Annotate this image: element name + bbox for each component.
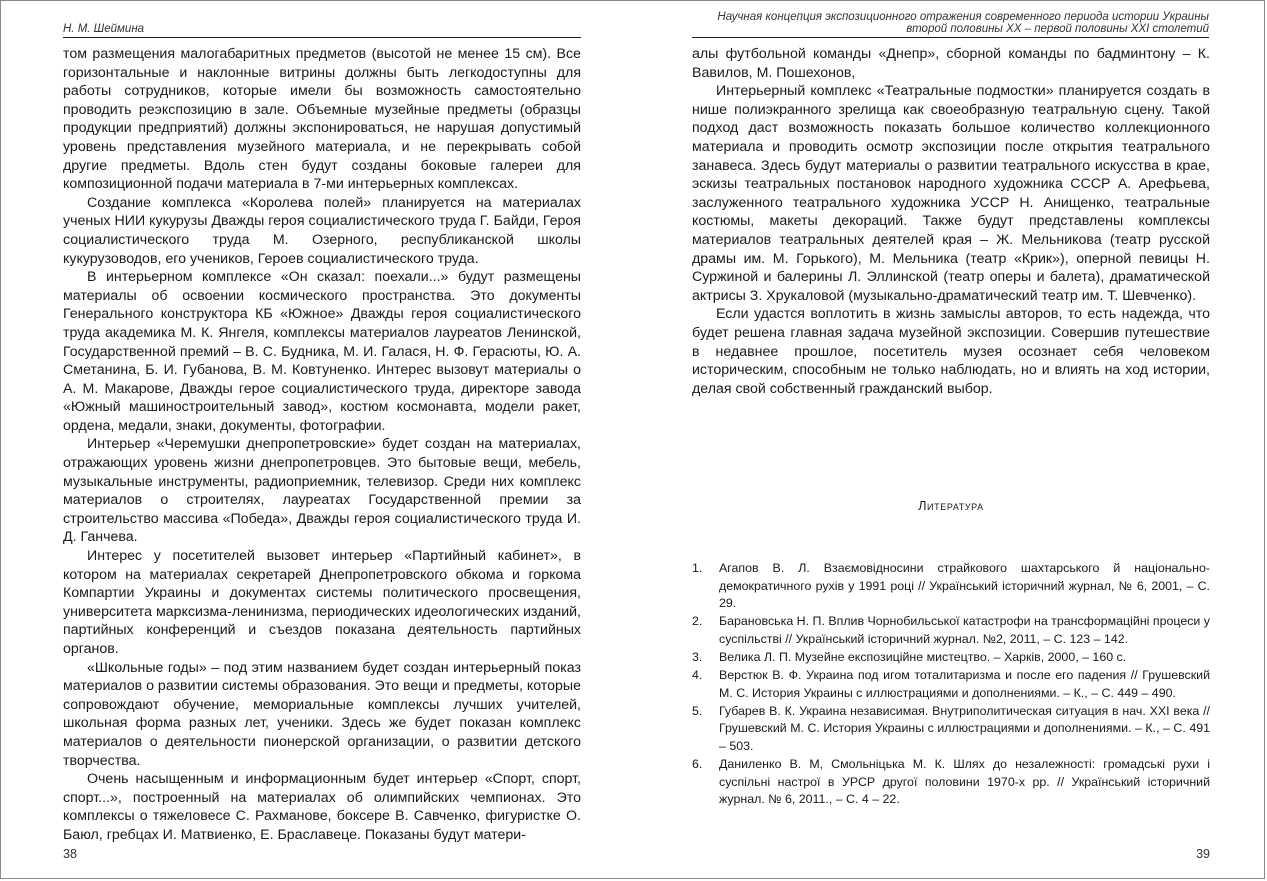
reference-item: [692, 613, 1210, 648]
paragraph: «Школьные годы» – под этим названием будет создан интерьерный показ материалов о развитии системы образования. Это вещи и предметы, которые сопровождают обучение, мемориальные комплексы лучших учителей, школьная форма разных лет, ученики. Здесь же будет показан комплекс материалов о деятельности пионерской организации, о развитии детского творчества.: [63, 659, 581, 769]
paragraph: Если удастся воплотить в жизнь замыслы авторов, то есть надежда, что будет решена главная задача музейной экспозиции. Совершив путешествие в недавнее прошлое, посетитель музея осознает себя человеком историческим, способным не только наблюдать, но и влиять на ход истории, делая свой собственный гражданский выбор.: [692, 306, 1210, 397]
reference-item: [692, 703, 1210, 756]
reference-number: 4.: [692, 668, 703, 683]
reference-text: Даниленко В. М, Смольніцька М. К. Шлях до незалежності: громадські рухи і суспільні настрої в УРСР другої половини 1970-х рр. // Український історичний журнал. № 6, 2011., – С. 4 – 22.: [719, 757, 1210, 807]
reference-item: [692, 560, 1210, 613]
literature-heading: Литература: [918, 499, 984, 513]
left-body-text: [63, 45, 581, 845]
paragraph: Интерес у посетителей вызовет интерьер «Партийный кабинет», в котором на материалах секретарей Днепропетровского обкома и горкома Компартии Украины и документах системы политического просвещения, университета марксизма-ленинизма, периодических идеологических изданий, партийных конференций и съездов показана деятельность партийных органов.: [63, 548, 581, 657]
paragraph: Интерьер «Черемушки днепропетровские» будет создан на материалах, отражающих уровень жизни днепропетровцев. Это бытовые вещи, мебель, музыкальные инструменты, радиоприемник, телевизор. Среди них комплекс материалов о строителях, лауреатах Государственной премии за строительство массива «Победа», Дважды героя социалистического труда И. Д. Ганчева.: [63, 436, 581, 546]
reference-item: [692, 649, 1210, 667]
paragraph: В интерьерном комплексе «Он сказал: поехали...» будут размещены материалы об освоении космического пространства. Это документы Генерального конструктора КБ «Южное» Дважды героя социалистического труда академика М. К. Янгеля, комплексы материалов лауреатов Ленинской, Государственной премий – В. С. Будника, М. И. Галася, Н. Ф. Герасюты, Ю. А. Сметанина, Б. И. Губанова, В. М. Ковтуненко. Интерес вызовут материалы о А. М. Макарове, Дважды герое социалистического труда, директоре завода «Южный машиностроительный завод», костюм космонавта, модели ракет, ордена, медали, знаки, документы, фотографии.: [63, 269, 581, 434]
reference-item: [692, 667, 1210, 702]
left-page-number: 38: [63, 847, 77, 861]
reference-text: Губарев В. К. Украина независимая. Внутриполитическая ситуация в нач. XXI века // Грушевский М. С. История Украины с иллюстрациями и дополнениями. – К., – С. 491 – 503.: [719, 703, 1210, 753]
paragraph: Очень насыщенным и информационным будет интерьер «Спорт, спорт, спорт...», построенный на материалах об олимпийских чемпионах. Это комплексы о тяжеловесе С. Рахманове, боксере В. Савченко, фигуристке О. Баюл, гребцах И. Матвиенко, Е. Браславеце. Показаны будут матери-: [63, 771, 581, 843]
reference-text: Агапов В. Л. Взаємовідносини страйкового шахтарського й національно-демократичного рухів у 1991 році // Український історичний журнал, № 6, 2001, – С. 29.: [719, 561, 1210, 611]
right-body-text: [692, 45, 1210, 398]
right-running-header: [692, 11, 1209, 38]
reference-number: 1.: [692, 561, 703, 575]
reference-text: Барановська Н. П. Вплив Чорнобильської катастрофи на трансформаційні процеси у суспільстві // Український історичний журнал. №2, 2011, – С. 123 – 142.: [719, 614, 1210, 646]
reference-list: [692, 560, 1210, 809]
reference-text: Велика Л. П. Музейне експозиційне мистецтво. – Харків, 2000, – 160 с.: [719, 649, 1127, 664]
reference-number: 6.: [692, 757, 703, 772]
reference-number: 2.: [692, 614, 703, 629]
header-line-1: Научная концепция экспозиционного отражения современного периода истории Украины: [717, 11, 1209, 23]
paragraph: том размещения малогабаритных предметов (высотой не менее 15 см). Все горизонтальные и наклонные витрины должны быть легкодоступны для работы сотрудников, которые имели бы возможность самостоятельно проводить реэкспозицию в зале. Объемные музейные предметы (образцы продукции предприятий) должны экспонироваться, не нарушая допустимый уровень представления музейного материала, и не перекрывать собой другие предметы. Вдоль стен будут созданы боковые галереи для композиционной подачи материала в 7-ми интерьерных комплексах.: [63, 46, 581, 193]
right-page: [634, 1, 1266, 880]
paragraph: Создание комплекса «Королева полей» планируется на материалах ученых НИИ кукурузы Дважды героя социалистического труда Г. Байди, Героя социалистического труда М. Озерного, республиканской школы кукурузоводов, его учеников, Героев социалистического труда.: [63, 194, 581, 267]
right-page-number: 39: [1196, 847, 1210, 861]
reference-item: [692, 756, 1210, 809]
reference-text: Верстюк В. Ф. Украина под игом тоталитаризма и после его падения // Грушевский М. С. История Украины с иллюстрациями и дополнениями. – К., – С. 449 – 490.: [719, 668, 1210, 700]
header-line-2: второй половины ХХ – первой половины ХХI столетий: [906, 23, 1209, 35]
reference-number: 3.: [692, 649, 703, 664]
reference-number: 5.: [692, 703, 703, 718]
paragraph: алы футбольной команды «Днепр», сборной команды по бадминтону – К. Вавилов, М. Пошехонов,: [692, 46, 1210, 81]
left-page: [1, 1, 634, 880]
left-running-header: Н. М. Шеймина: [63, 23, 581, 38]
paragraph: Интерьерный комплекс «Театральные подмостки» планируется создать в нише полиэкранного зрелища как своеобразную театральную сцену. Такой подход даст возможность показать большое количество коллекционного материала и проводить осмотр экспозиции после открытия театрального занавеса. Здесь будут материалы о развитии театрального искусства в крае, эскизы театральных постановок народного художника СССР А. Арефьева, заслуженного театрального художника УССР Н. Анищенко, театральные костюмы, макеты декораций. Также будут представлены комплексы материалов театральных деятелей края – Ж. Мельникова (театр русской драмы им. М. Горького), М. Мельника (театр «Крик»), оперной певицы Н. Суржиной и балерины Л. Эллинской (театр оперы и балета), драматической актрисы З. Хрукаловой (музыкально-драматический театр им. Т. Шевченко).: [692, 83, 1210, 304]
